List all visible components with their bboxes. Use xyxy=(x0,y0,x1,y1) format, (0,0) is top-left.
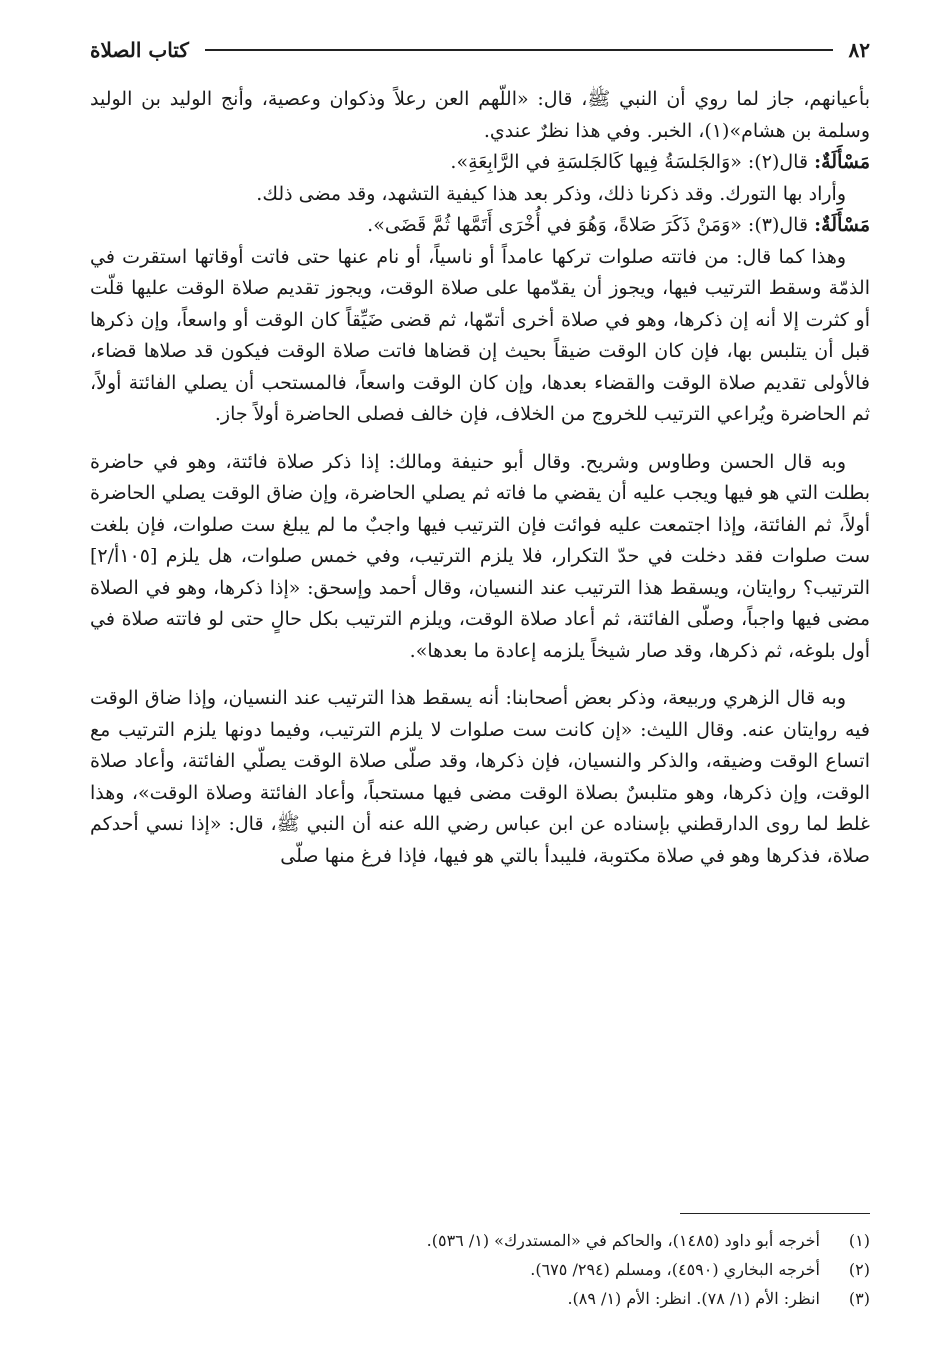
page-number: ٨٢ xyxy=(848,38,870,62)
footnote-text: أخرجه البخاري (٤٥٩٠)، ومسلم (٢٩٤/ ٦٧٥). xyxy=(530,1260,820,1279)
footnotes xyxy=(90,1226,870,1313)
footnote-separator xyxy=(680,1213,870,1214)
header-rule xyxy=(205,49,833,51)
footnote-number: (٣) xyxy=(848,1289,870,1308)
masala-2 xyxy=(90,210,870,242)
running-header xyxy=(90,30,870,70)
paragraph-6: وبه قال الحسن وطاوس وشريح. وقال أبو حنيفة ومالك: إذا ذكر صلاة فائتة، وهو في حاضرة بطلت التي هو فيها ويجب عليه أن يقضي ما فاته ثم يصلي الحاضرة، وإن ضاق الوقت يصلي الحاضرة أولاً، ثم الفائتة، وإذا اجتمعت عليه فوائت فإن الترتيب فيها واجبٌ ما لم يبلغ ست صلوات، فإن بلغت ست صلوات فقد دخلت في حدّ التكرار، فلا يلزم الترتيب، وفي خمس صلوات، هل يلزم [١٠٥أ/٢] الترتيب؟ روايتان، ويسقط هذا الترتيب عند النسيان، وقال أحمد وإسحق: «إذا ذكرها، وهو في الصلاة مضى فيها واجباً، وصلّى الفائتة، ثم أعاد صلاة الوقت، ويلزم الترتيب بكل حالٍ حتى لو فاتته صلاة في أول بلوغه، ثم ذكرها، وقد صار شيخاً يلزمه إعادة ما بعدها». xyxy=(90,450,870,662)
paragraph-3: وأراد بها التورك. وقد ذكرنا ذلك، وذكر بعد هذا كيفية التشهد، وقد مضى ذلك. xyxy=(256,182,846,205)
page xyxy=(90,30,870,872)
footnote-text: أخرجه أبو داود (١٤٨٥)، والحاكم في «المستدرك» (١/ ٥٣٦). xyxy=(426,1231,820,1250)
header-title: كتاب الصلاة xyxy=(90,38,189,62)
masala-1 xyxy=(90,147,870,179)
masala-text: قال(٢): «وَالجَلسَةُ فِيها كَالجَلسَةِ في الرَّابِعَةِ». xyxy=(450,151,815,173)
footnote-number: (١) xyxy=(848,1231,870,1250)
footnote-number: (٢) xyxy=(848,1260,870,1279)
paragraph-5: وهذا كما قال: من فاتته صلوات تركها عامداً أو ناسياً، أو نام عنها حتى فاتت أوقاتها استقرت في الذمّة وسقط الترتيب فيها، ويجوز أن يقدّمها على صلاة الوقت، ويجوز تقديم صلاة الوقت عليها قلّت أو كثرت إلا أنه إن ذكرها، وهو في صلاة أخرى أتمّها، ثم قضى ضَيِّقاً كان الوقت أو واسعاً، وإن ذكرها قبل أن يتلبس بها، فإن كان الوقت ضيقاً بحيث إن قضاها فاتت صلاة الوقت فيكون قد صلاها قضاء، فالأولى تقديم صلاة الوقت والقضاء بعدها، وإن كان الوقت واسعاً، فالمستحب أن يصلي الفائتة أولاً، ثم الحاضرة ويُراعي الترتيب للخروج من الخلاف، فإن خالف فصلى الحاضرة أولاً جاز. xyxy=(90,245,870,425)
footnote-3 xyxy=(90,1284,870,1313)
masala-label: مَسْأَلَةٌ: xyxy=(814,151,870,173)
footnote-1 xyxy=(90,1226,870,1255)
paragraph-1: بأعيانهم، جاز لما روي أن النبي ﷺ، قال: «اللّهم العن رعلاً وذكوان وعصية، وأنج الوليد بن الوليد وسلمة بن هشام»(١)، الخبر. وفي هذا نظرٌ عندي. xyxy=(90,88,870,142)
footnote-2 xyxy=(90,1255,870,1284)
main-text xyxy=(90,84,870,872)
paragraph-7: وبه قال الزهري وربيعة، وذكر بعض أصحابنا: أنه يسقط هذا الترتيب عند النسيان، وإذا ضاق الوقت فيه روايتان عنه. وقال الليث: «إن كانت ست صلوات لا يلزم الترتيب، وفيما دونها يلزم الترتيب مع اتساع الوقت وضيقه، والذكر والنسيان، فإن ذكرها، وقد صلّى صلاة الوقت يصلّي الفائتة، وأعاد صلاة الوقت، وإن ذكرها، وهو متلبسٌ بصلاة الوقت مضى فيها مستحباً، وأعاد الفائتة وصلاة الوقت»، وهذا غلط لما روى الدارقطني بإسناده عن ابن عباس رضي الله عنه أن النبي ﷺ، قال: «إذا نسي أحدكم صلاة، فذكرها وهو في صلاة مكتوبة، فليبدأ بالتي هو فيها، فإذا فرغ منها صلّى xyxy=(90,687,870,867)
masala-text: قال(٣): «وَمَنْ ذَكَرَ صَلاةً، وَهُوَ في أُخْرَى أَتَمَّها ثُمَّ قَضَى». xyxy=(367,214,815,236)
footnote-text: انظر: الأم (١/ ٧٨). انظر: الأم (١/ ٨٩). xyxy=(567,1289,820,1308)
masala-label: مَسْأَلَةٌ: xyxy=(814,214,870,236)
